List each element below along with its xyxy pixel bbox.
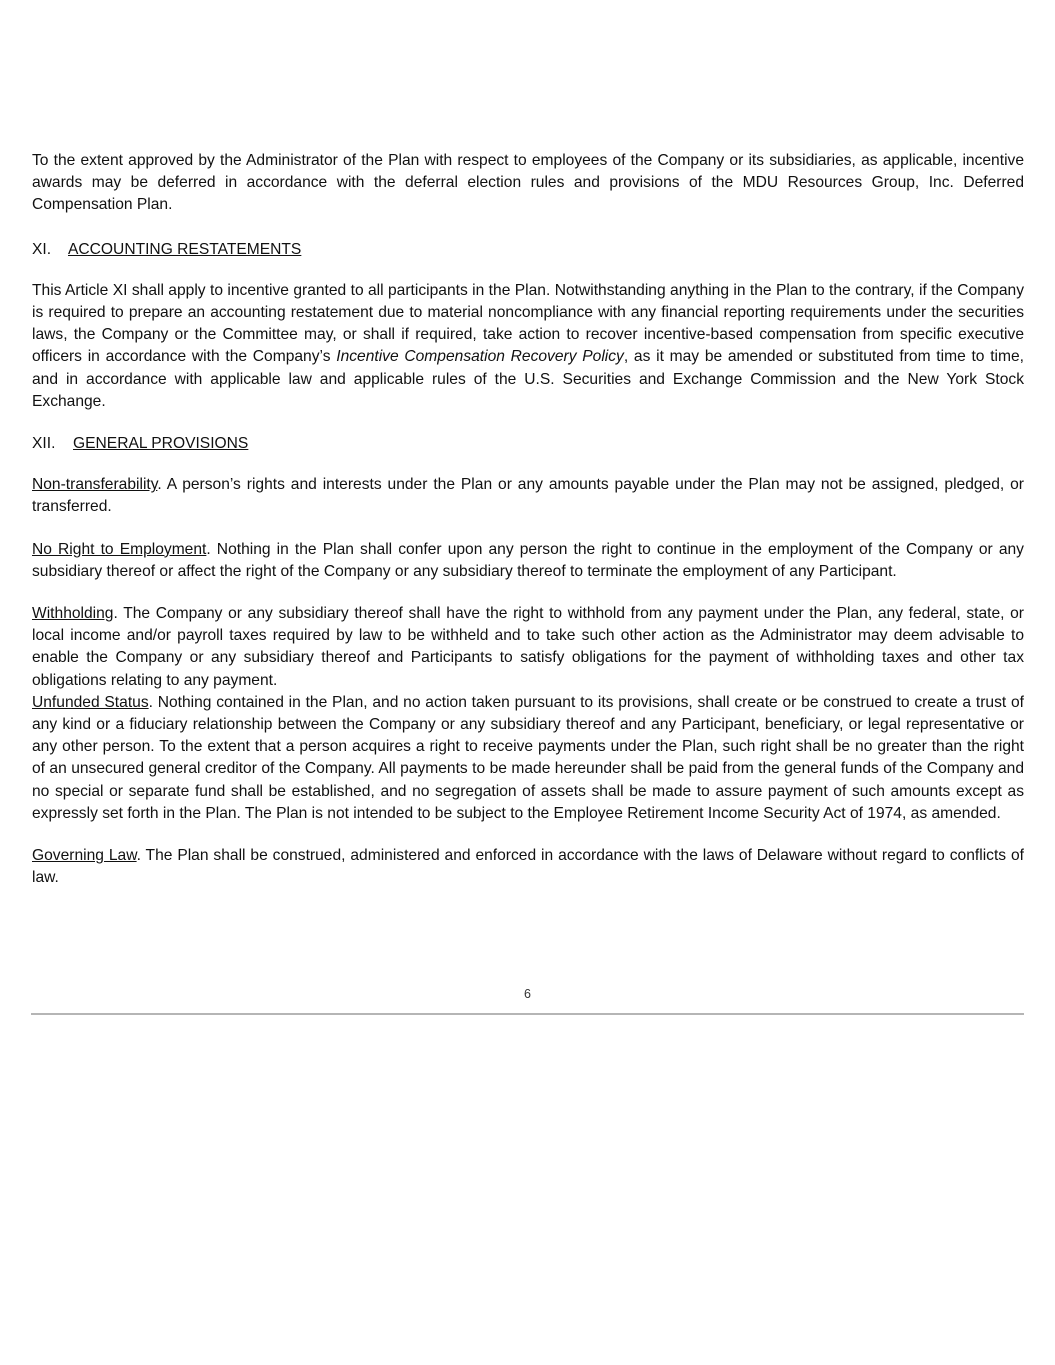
- footer-divider: [31, 1013, 1024, 1015]
- provision-title: Unfunded Status: [32, 693, 149, 711]
- provision-unfunded-status: [32, 692, 1024, 825]
- provision-withholding: [32, 603, 1024, 692]
- section-xi-text-start: This Article XI shall apply to incentive granted to all participants in the Plan. Notwithstanding anything in the Plan to the contrary, if the Company is required to prepare an accounting restatement due to material noncompliance with any financial reporting requirements under the securities laws, the Company or the Committee may, or shall if required, take action to recover incentive-based compensation from specific executive officers in accordance with the Company’s: [32, 281, 1024, 366]
- section-xi-text-end: , as it may be amended or substituted from time to time, and in accordance with applicable law and applicable rules of the U.S. Securities and Exchange Commission and the New York Stock Exchange.: [32, 348, 1025, 410]
- provision-text: . Nothing in the Plan shall confer upon any person the right to continue in the employment of the Company or any subsidiary thereof or affect the right of the Company or any subsidiary thereof to terminate the employment of any Participant.: [32, 540, 1024, 580]
- provision-title: Withholding: [32, 605, 114, 623]
- section-number: XII.: [32, 435, 56, 453]
- provision-no-right-to-employment: [32, 539, 1024, 583]
- policy-name: Incentive Compensation Recovery Policy: [336, 348, 624, 366]
- provision-title: Non-transferability: [32, 476, 158, 494]
- provision-title: No Right to Employment: [32, 540, 207, 558]
- provision-text: . The Plan shall be construed, administered and enforced in accordance with the laws of Delaware without regard to conflicts of law.: [32, 847, 1024, 887]
- section-heading-xi: [32, 239, 1024, 261]
- section-title: ACCOUNTING RESTATEMENTS: [68, 240, 302, 258]
- provision-governing-law: [32, 845, 1024, 889]
- provision-text: . The Company or any subsidiary thereof shall have the right to withhold from any payment under the Plan, any federal, state, or local income and/or payroll taxes required by law to be withheld and to take such other action as the Administrator may deem advisable to enable the Company or any subsidiary thereof and Participants to satisfy obligations for the payment of withholding taxes and other tax obligations relating to any payment.: [32, 605, 1024, 689]
- intro-paragraph: To the extent approved by the Administrator of the Plan with respect to employees of the Company or its subsidiaries, as applicable, incentive awards may be deferred in accordance with the deferral election rules and provisions of the MDU Resources Group, Inc. Deferred Compensation Plan.: [32, 152, 1024, 214]
- section-title: GENERAL PROVISIONS: [73, 435, 249, 453]
- provision-title: Governing Law: [32, 847, 137, 865]
- provision-text: . A person’s rights and interests under the Plan or any amounts payable under the Plan may not be assigned, pledged, or transferred.: [32, 476, 1024, 516]
- document-page: [32, 150, 1024, 889]
- page-number: 6: [524, 987, 531, 1001]
- provision-non-transferability: [32, 474, 1024, 518]
- section-number: XI.: [32, 240, 52, 258]
- section-heading-xii: [32, 433, 1024, 455]
- provision-text: . Nothing contained in the Plan, and no action taken pursuant to its provisions, shall create or be construed to create a trust of any kind or a fiduciary relationship between the Company or any subsidiary thereof and any Participant, beneficiary, or legal representative or any other person. To the extent that a person acquires a right to receive payments under the Plan, such right shall be no greater than the right of an unsecured general creditor of the Company. All payments to be made hereunder shall be paid from the general funds of the Company and no special or separate fund shall be established, and no segregation of assets shall be made to assure payment of such amounts except as expressly set forth in the Plan. The Plan is not intended to be subject to the Employee Retirement Income Security Act of 1974, as amended.: [32, 693, 1024, 822]
- section-xi-paragraph: [32, 280, 1024, 413]
